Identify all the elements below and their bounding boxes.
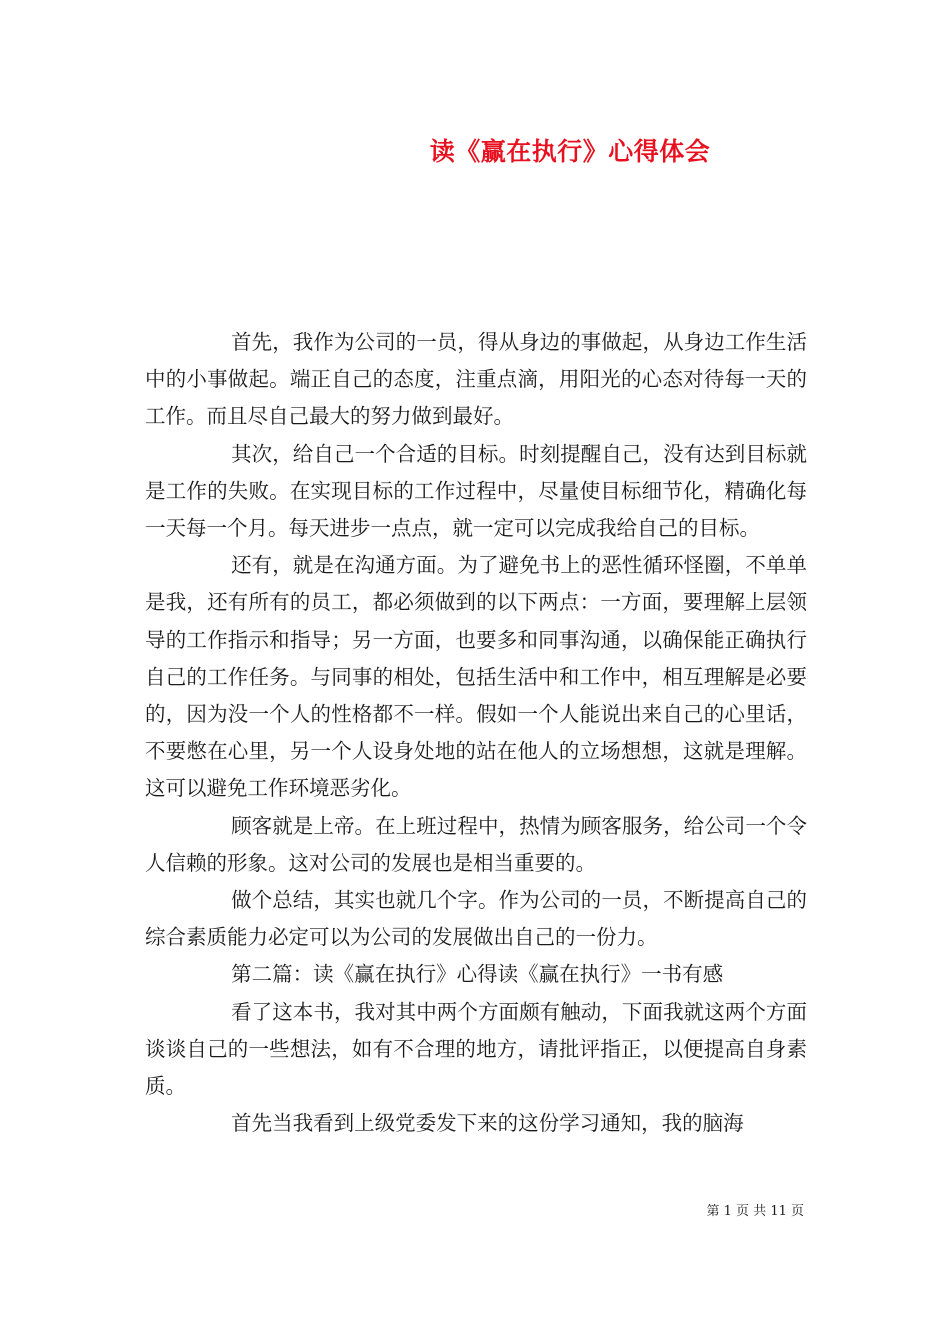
paragraph: 首先当我看到上级党委发下来的这份学习通知，我的脑海 [231,1111,744,1136]
document-title: 读《赢在执行》心得体会 [429,137,711,166]
paragraph: 首先，我作为公司的一员，得从身边的事做起，从身边工作生活中的小事做起。端正自己的态度，注重点滴，用阳光的心态对待每一天的工作。而且尽自己最大的努力做到最好。 [145,330,807,429]
paragraph: 其次，给自己一个合适的目标。时刻提醒自己，没有达到目标就是工作的失败。在实现目标的工作过程中，尽量使目标细节化，精确化每一天每一个月。每天进步一点点，就一定可以完成我给自己的目标。 [145,441,807,541]
paragraph: 顾客就是上帝。在上班过程中，热情为顾客服务，给公司一个令人信赖的形象。这对公司的发展也是相当重要的。 [145,813,807,875]
page-number: 第 1 页 共 11 页 [706,1204,804,1219]
paragraph: 还有，就是在沟通方面。为了避免书上的恶性循环怪圈，不单单是我，还有所有的员工，都必须做到的以下两点：一方面，要理解上层领导的工作指示和指导；另一方面，也要多和同事沟通，以确保能正确执行自己的工作任务。与同事的相处，包括生活中和工作中，相互理解是必要的，因为没一个人的性格都不一样。假如一个人能说出来自己的心里话，不要憋在心里，另一个人设身处地的站在他人的立场想想，这就是理解。这可以避免工作环境恶劣化。 [145,553,807,801]
paragraph: 看了这本书，我对其中两个方面颇有触动，下面我就这两个方面谈谈自己的一些想法，如有不合理的地方，请批评指正，以便提高自身素质。 [145,999,807,1099]
section-heading: 第二篇：读《赢在执行》心得读《赢在执行》一书有感 [231,962,724,987]
document-body [145,324,807,1142]
paragraph: 做个总结，其实也就几个字。作为公司的一员，不断提高自己的综合素质能力必定可以为公司的发展做出自己的一份力。 [145,888,807,950]
